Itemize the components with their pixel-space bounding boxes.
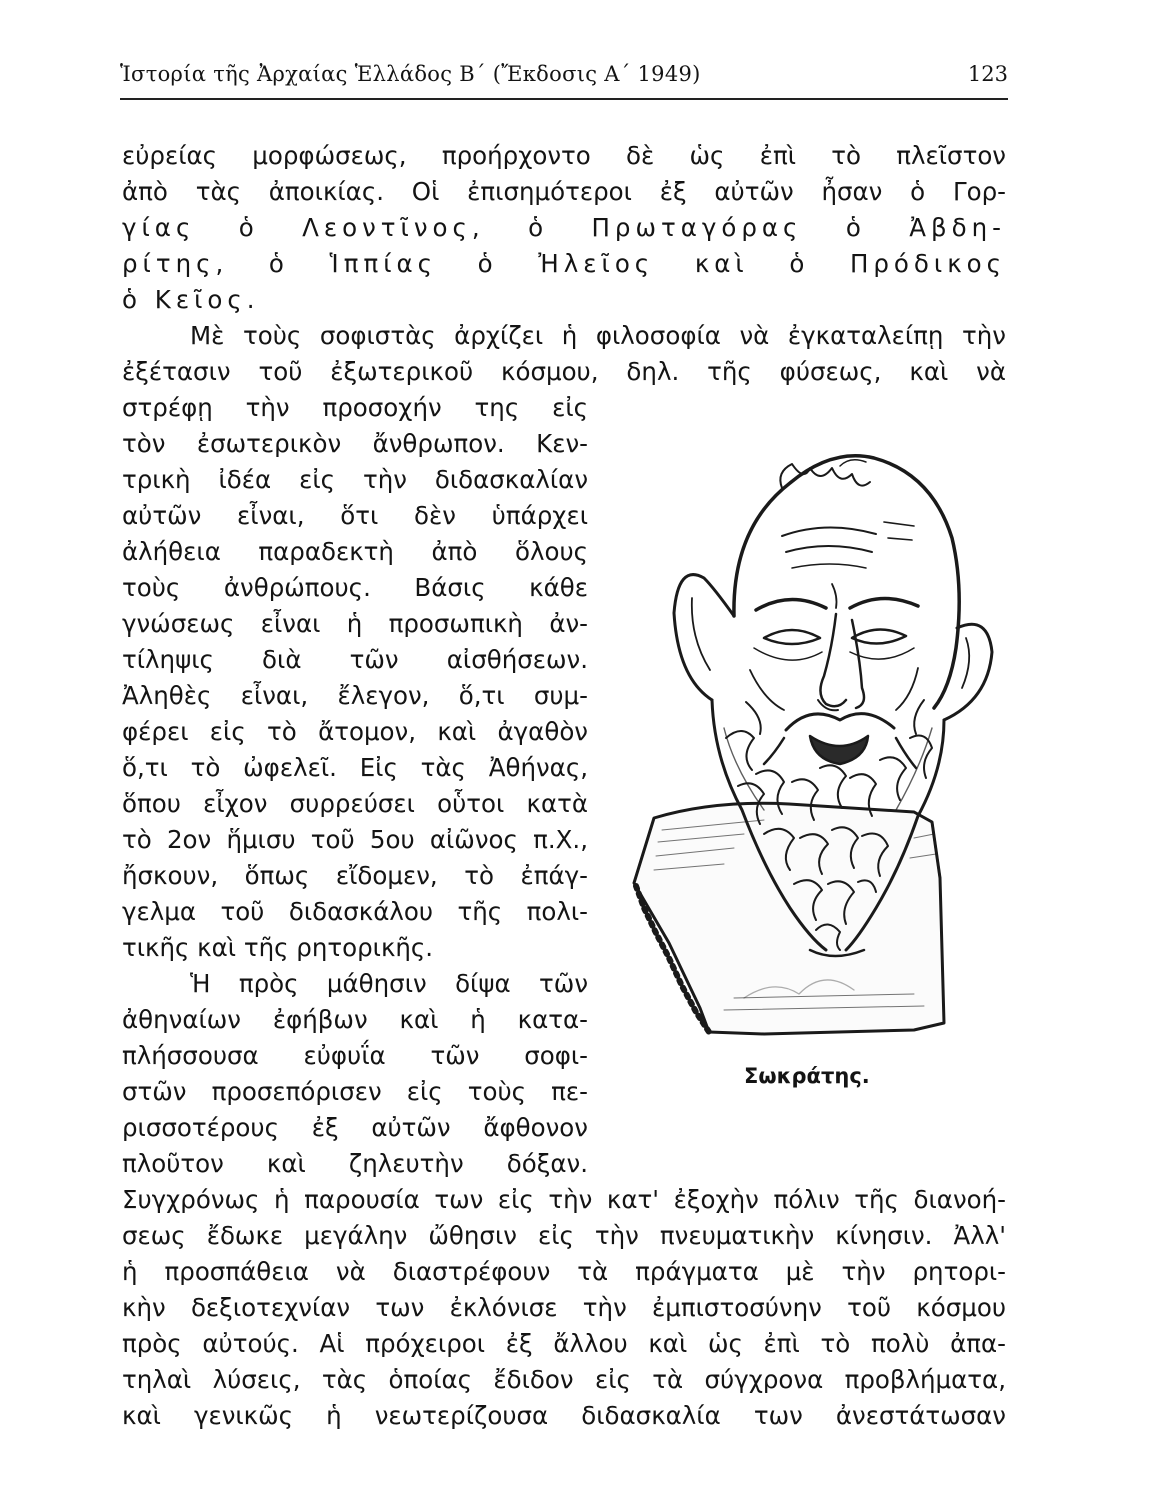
text-line: κὴν δεξιοτεχνίαν των ἐκλόνισε τὴν ἐμπιστοσύνην τοῦ κόσμου: [122, 1293, 1006, 1322]
text-line: στῶν προσεπόρισεν εἰς τοὺς πε-: [122, 1077, 588, 1106]
text-line: γελμα τοῦ διδασκάλου τῆς πολι-: [122, 897, 588, 926]
text-line: Μὲ τοὺς σοφιστὰς ἀρχίζει ἡ φιλοσοφία νὰ ἐγκαταλείπῃ τὴν: [190, 321, 1006, 350]
text-line: τὸν ἐσωτερικὸν ἄνθρωπον. Κεν-: [122, 429, 588, 458]
text-line: ρίτης, ὁ Ἱππίας ὁ Ἠλεῖος καὶ ὁ Πρόδικος: [122, 249, 1006, 278]
text-line: γνώσεως εἶναι ἡ προσωπικὴ ἀν-: [122, 609, 588, 638]
text-line: εὐρείας μορφώσεως, προήρχοντο δὲ ὡς ἐπὶ τὸ πλεῖστον: [122, 141, 1006, 170]
text-line: πλήσσουσα εὐφυΐα τῶν σοφι-: [122, 1041, 588, 1070]
text-line: ἀθηναίων ἐφήβων καὶ ἡ κατα-: [122, 1005, 588, 1034]
text-line: τοὺς ἀνθρώπους. Βάσις κάθε: [122, 573, 588, 602]
text-line: ρισσοτέρους ἐξ αὐτῶν ἄφθονον: [122, 1113, 588, 1142]
text-line: τίληψις διὰ τῶν αἰσθήσεων.: [122, 645, 588, 674]
text-line: ὅπου εἶχον συρρεύσει οὗτοι κατὰ: [122, 789, 588, 818]
text-line: σεως ἔδωκε μεγάλην ὤθησιν εἰς τὴν πνευματικὴν κίνησιν. Ἀλλ': [122, 1221, 1006, 1250]
text-line: Ἡ πρὸς μάθησιν δίψα τῶν: [190, 969, 588, 998]
text-line: γίας ὁ Λεοντῖνος, ὁ Πρωταγόρας ὁ Ἀβδη-: [122, 213, 1006, 242]
text-line: ὅ,τι τὸ ὠφελεῖ. Εἰς τὰς Ἀθήνας,: [122, 753, 588, 782]
page-number: 123: [967, 62, 1008, 86]
text-line: φέρει εἰς τὸ ἄτομον, καὶ ἀγαθὸν: [122, 717, 588, 746]
socrates-bust-illustration: [614, 438, 1006, 1058]
text-line: ὁ Κεῖος.: [122, 285, 260, 314]
text-line: καὶ γενικῶς ἡ νεωτερίζουσα διδασκαλία των ἀνεστάτωσαν: [122, 1401, 1006, 1430]
book-title: Ἱστορία τῆς Ἀρχαίας Ἑλλάδος Β΄ (Ἔκδοσις Α΄ 1949): [120, 62, 701, 86]
text-line: τικῆς καὶ τῆς ρητορικῆς.: [122, 933, 434, 962]
figure-caption: Σωκράτης.: [744, 1064, 870, 1088]
text-line: Ἀληθὲς εἶναι, ἔλεγον, ὅ,τι συμ-: [122, 681, 588, 710]
text-line: στρέφῃ τὴν προσοχήν της εἰς: [122, 393, 588, 422]
text-line: ἐξέτασιν τοῦ ἐξωτερικοῦ κόσμου, δηλ. τῆς φύσεως, καὶ νὰ: [122, 357, 1006, 386]
text-line: τρικὴ ἰδέα εἰς τὴν διδασκαλίαν: [122, 465, 588, 494]
running-header: [120, 62, 1008, 100]
text-line: πλοῦτον καὶ ζηλευτὴν δόξαν.: [122, 1149, 588, 1178]
text-line: Συγχρόνως ἡ παρουσία των εἰς τὴν κατ' ἐξοχὴν πόλιν τῆς διανοή-: [122, 1185, 1006, 1214]
text-line: ἡ προσπάθεια νὰ διαστρέφουν τὰ πράγματα μὲ τὴν ρητορι-: [122, 1257, 1006, 1286]
text-line: ἀλήθεια παραδεκτὴ ἀπὸ ὅλους: [122, 537, 588, 566]
text-line: ἤσκουν, ὅπως εἴδομεν, τὸ ἐπάγ-: [122, 861, 588, 890]
text-line: πρὸς αὐτούς. Αἱ πρόχειροι ἐξ ἄλλου καὶ ὡς ἐπὶ τὸ πολὺ ἀπα-: [122, 1329, 1006, 1358]
text-line: αὐτῶν εἶναι, ὅτι δὲν ὑπάρχει: [122, 501, 588, 530]
text-line: τηλαὶ λύσεις, τὰς ὁποίας ἔδιδον εἰς τὰ σύγχρονα προβλήματα,: [122, 1365, 1006, 1394]
text-line: ἀπὸ τὰς ἀποικίας. Οἱ ἐπισημότεροι ἐξ αὐτῶν ἦσαν ὁ Γορ-: [122, 177, 1006, 206]
text-line: τὸ 2ον ἥμισυ τοῦ 5ου αἰῶνος π.Χ.,: [122, 825, 588, 854]
